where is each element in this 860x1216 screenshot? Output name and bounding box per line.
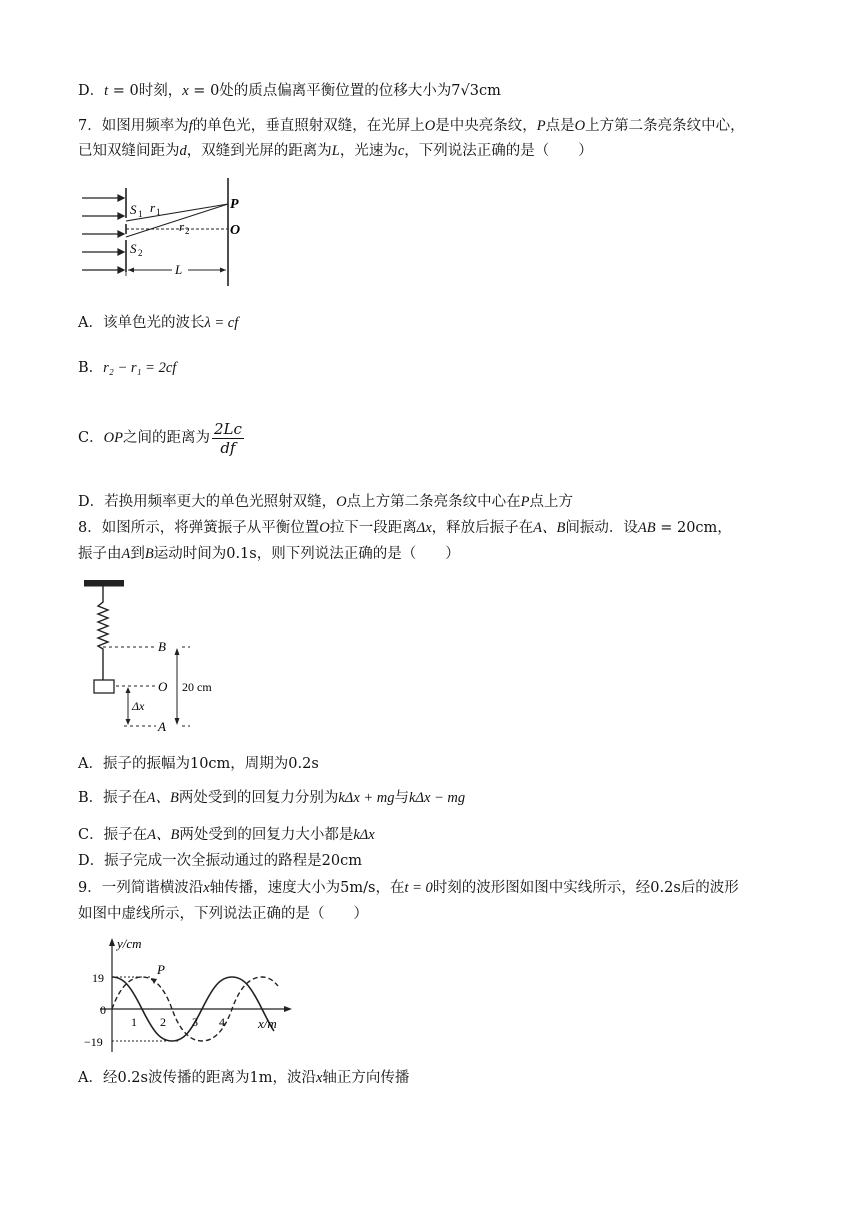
text: B．振子在 xyxy=(78,790,147,806)
x-tick-1: 1 xyxy=(131,1015,137,1029)
text: 点上方 xyxy=(529,494,573,510)
eq-force-b: kΔx − mg xyxy=(409,790,466,806)
q7-stem-line2 xyxy=(78,141,593,161)
text: 上方第二条亮条纹中心， xyxy=(585,118,745,134)
x-tick-2: 2 xyxy=(160,1015,166,1029)
text: A．该单色光的波长 xyxy=(78,315,205,331)
q7-stem-line1 xyxy=(78,116,745,136)
q8-stem-line1 xyxy=(78,518,732,538)
value-7sqrt3: 7√3cm xyxy=(451,83,501,99)
fraction xyxy=(212,420,244,457)
text: ，下列说法正确的是（ ） xyxy=(404,143,593,159)
x-axis-label: x/m xyxy=(258,1016,277,1031)
eq-kdx: kΔx xyxy=(353,827,375,843)
text: 如图中虚线所示，下列说法正确的是（ ） xyxy=(78,906,368,922)
label-p: P xyxy=(230,197,239,212)
eq-lambda: λ = cf xyxy=(204,315,239,331)
var-x: x xyxy=(203,880,210,896)
label-s1-sub: 1 xyxy=(138,209,143,219)
y-tick-minus19: −19 xyxy=(84,1035,103,1049)
option-label: B． xyxy=(78,360,104,376)
text: 时刻的波形图如图中实线所示，经0.2s后的波形 xyxy=(432,880,739,896)
var-c: c xyxy=(397,143,405,159)
label-dx: Δx xyxy=(132,699,145,713)
label-a: A xyxy=(158,719,166,734)
text: 运动时间为0.1s，则下列说法正确的是（ ） xyxy=(153,546,460,562)
text: 间振动．设 xyxy=(565,520,638,536)
q7-option-d xyxy=(78,492,573,512)
q9-stem-line2 xyxy=(78,904,368,924)
q8-option-c xyxy=(78,825,375,845)
label-20cm: 20 cm xyxy=(182,680,212,694)
text: D．若换用频率更大的单色光照射双缝， xyxy=(78,494,337,510)
label-s2: S xyxy=(130,241,137,256)
text: 已知双缝间距为 xyxy=(78,143,180,159)
x-tick-4: 4 xyxy=(219,1015,225,1029)
var-a: A xyxy=(121,546,131,562)
text: = 20cm， xyxy=(655,520,732,536)
var-o: O xyxy=(319,520,330,536)
text: 两处受到的回复力大小都是 xyxy=(179,827,354,843)
option-label: C． xyxy=(78,430,104,446)
wave-figure xyxy=(80,934,300,1064)
spring-oscillator-figure xyxy=(84,576,234,736)
var-o: O xyxy=(424,118,436,134)
var-f: f xyxy=(188,118,193,134)
text: A．振子的振幅为10cm，周期为0.2s xyxy=(78,756,319,772)
var-x: x xyxy=(315,1070,323,1086)
q7-option-a xyxy=(78,313,238,333)
text: C．振子在 xyxy=(78,827,148,843)
var-ab: A、B xyxy=(146,790,179,806)
text: ，释放后振子在 xyxy=(431,520,534,536)
q8-option-b xyxy=(78,788,465,808)
text: 是中央亮条纹， xyxy=(435,118,537,134)
var-ab: AB xyxy=(637,520,656,536)
option-label: D． xyxy=(78,83,105,99)
var-x: x xyxy=(182,83,189,99)
var-ab: A、B xyxy=(533,520,566,536)
text: 点是 xyxy=(545,118,575,134)
fraction-numerator: 2Lc xyxy=(213,419,242,438)
label-b: B xyxy=(158,639,166,654)
eq-force-a: kΔx + mg xyxy=(338,790,395,806)
text: A．经0.2s波传播的距离为1m，波沿 xyxy=(78,1070,316,1086)
label-r1-sub: 1 xyxy=(156,207,161,217)
var-dx: Δx xyxy=(416,520,432,536)
text: 与 xyxy=(394,790,410,806)
q8-option-a xyxy=(78,754,319,774)
var-t: t xyxy=(104,83,109,99)
text: = 0处的质点偏离平衡位置的位移大小为 xyxy=(188,83,452,99)
text: 振子由 xyxy=(78,546,122,562)
ceiling-hatch xyxy=(84,580,124,586)
text: 轴正方向传播 xyxy=(322,1070,410,1086)
var-op: OP xyxy=(103,430,123,446)
label-s1: S xyxy=(130,202,137,217)
origin-label: 0 xyxy=(100,1003,106,1017)
label-r2-sub: 2 xyxy=(185,226,190,236)
text: D．振子完成一次全振动通过的路程是20cm xyxy=(78,853,362,869)
q7-option-b xyxy=(78,358,176,378)
text: ，双缝到光屏的距离为 xyxy=(186,143,332,159)
var-b: B xyxy=(144,546,154,562)
label-l: L xyxy=(175,262,183,277)
label-r1: r xyxy=(150,200,156,215)
eq-zero: = 0 xyxy=(108,83,139,99)
q9-option-a xyxy=(78,1068,409,1088)
label-r2: r xyxy=(179,219,185,234)
text: 之间的距离为 xyxy=(122,430,210,446)
label-p: P xyxy=(157,962,165,977)
var-p: P xyxy=(536,118,546,134)
text: ，光速为 xyxy=(339,143,398,159)
text: 8．如图所示，将弹簧振子从平衡位置 xyxy=(78,520,320,536)
x-tick-3: 3 xyxy=(192,1015,198,1029)
y-axis-label: y/cm xyxy=(117,936,142,951)
eq-t0: t = 0 xyxy=(404,880,433,896)
y-tick-19: 19 xyxy=(92,971,104,985)
oscillator-block xyxy=(94,680,114,693)
var-p: P xyxy=(520,494,530,510)
text: 7．如图用频率为 xyxy=(78,118,189,134)
point-p-marker xyxy=(151,978,157,984)
q7-option-c xyxy=(78,418,244,458)
q8-stem-line2 xyxy=(78,544,460,564)
var-l: L xyxy=(331,143,340,159)
label-s2-sub: 2 xyxy=(138,248,143,258)
text: 两处受到的回复力分别为 xyxy=(178,790,339,806)
text: 点上方第二条亮条纹中心在 xyxy=(346,494,521,510)
text: 到 xyxy=(130,546,145,562)
text: 轴传播，速度大小为5m/s，在 xyxy=(209,880,405,896)
label-o: O xyxy=(158,679,168,694)
q9-stem-line1 xyxy=(78,878,739,898)
double-slit-figure xyxy=(80,172,250,292)
var-ab: A、B xyxy=(147,827,180,843)
q8-option-d xyxy=(78,851,362,871)
eq-path-diff: r₂ − r₁ = 2cf xyxy=(103,360,177,376)
label-o: O xyxy=(230,223,241,238)
var-d: d xyxy=(179,143,187,159)
text: 9．一列简谐横波沿 xyxy=(78,880,204,896)
fraction-denominator: df xyxy=(220,438,236,457)
text: 的单色光，垂直照射双缝，在光屏上 xyxy=(192,118,425,134)
var-o: O xyxy=(336,494,347,510)
text: 时刻， xyxy=(138,83,183,99)
var-o: O xyxy=(574,118,586,134)
q6-option-d xyxy=(78,81,501,101)
text: 拉下一段距离 xyxy=(329,520,417,536)
